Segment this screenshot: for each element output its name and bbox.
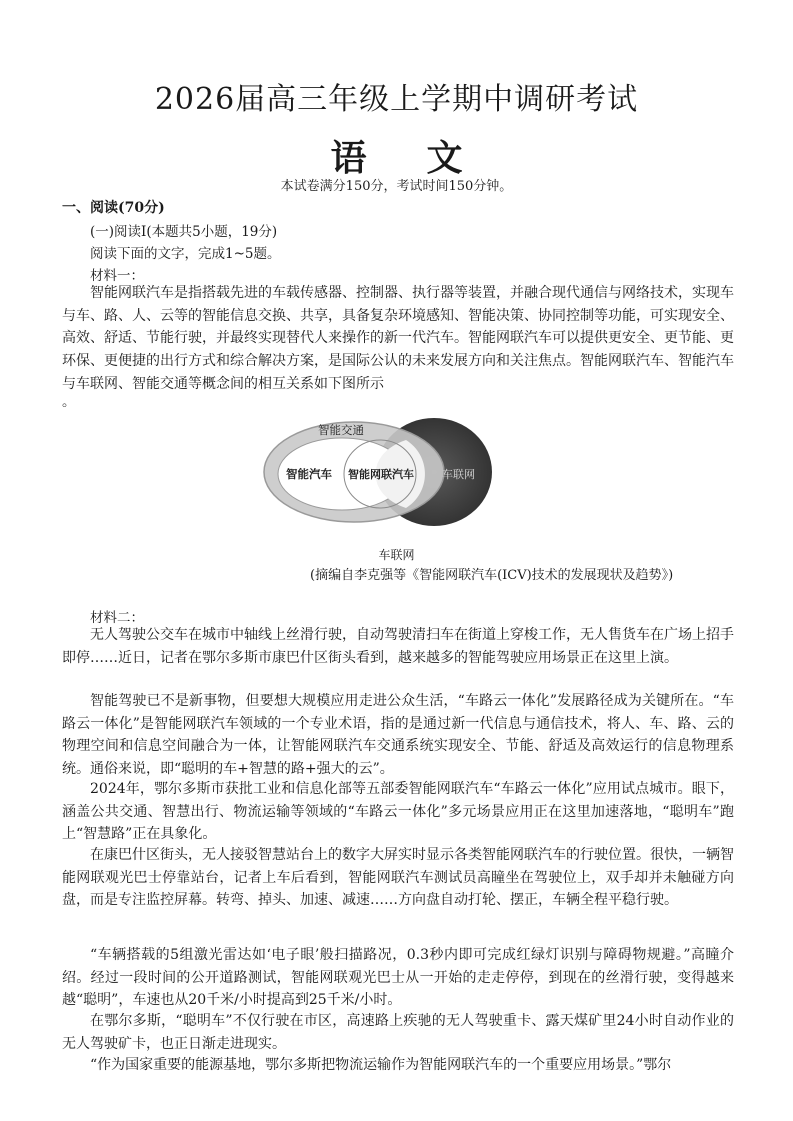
material-two-paragraph: 在鄂尔多斯，“聪明车”不仅行驶在市区，高速路上疾驰的无人驾驶重卡、露天煤矿里24小时自动作业的无人驾驶矿卡，也正日渐走进现实。 [62, 1013, 734, 1052]
smart-car-label: 智能汽车 [286, 469, 332, 481]
connected-vehicles-label: 车联网 [442, 469, 475, 481]
sub-section-heading: (一)阅读Ⅰ(本题共5小题，19分) [90, 224, 278, 240]
section-heading: 一、阅读(70分) [62, 200, 165, 216]
material-one-trailing-period: 。 [62, 394, 76, 410]
intelligent-transport-label: 智能交通 [318, 425, 364, 437]
material-one-label: 材料一： [90, 268, 144, 284]
material-two-paragraph: 无人驾驶公交车在城市中轴线上丝滑行驶，自动驾驶清扫车在街道上穿梭工作，无人售货车在广场上招手即停……近日，记者在鄂尔多斯市康巴什区街头看到，越来越多的智能驾驶应用场景正在这里上演。 [62, 627, 734, 666]
material-two-paragraph: “作为国家重要的能源基地，鄂尔多斯把物流运输作为智能网联汽车的一个重要应用场景。”鄂尔 [90, 1057, 672, 1073]
material-two-paragraph: “车辆搭载的5组激光雷达如‘电子眼’般扫描路况，0.3秒内即可完成红绿灯识别与障碍物规避。”高瞳介绍。经过一段时间的公开道路测试，智能网联观光巴士从一开始的走走停停，到现在的丝滑行驶，变得越来越“聪明”，车速也从20千米/小时提高到25千米/小时。 [62, 947, 734, 1009]
figure-caption: 车联网 [378, 548, 415, 562]
material-two-paragraph: 智能驾驶已不是新事物，但要想大规模应用走进公众生活，“车路云一体化”发展路径成为关键所在。“车路云一体化”是智能网联汽车领域的一个专业术语，指的是通过新一代信息与通信技术，将人、车、路、云的物理空间和信息空间融合为一体，让智能网联汽车交通系统实现安全、节能、舒适及高效运行的信息物理系统。通俗来说，即“聪明的车+智慧的路+强大的云”。 [62, 693, 734, 778]
icv-relationship-diagram [262, 416, 494, 528]
material-two-label: 材料二： [90, 610, 144, 626]
exam-info: 本试卷满分150分，考试时间150分钟。 [280, 179, 513, 194]
material-one-paragraph: 智能网联汽车是指搭载先进的车载传感器、控制器、执行器等装置，并融合现代通信与网络技术，实现车与车、路、人、云等的智能信息交换、共享，具备复杂环境感知、智能决策、协同控制等功能，可实现安全、高效、舒适、节能行驶，并最终实现替代人来操作的新一代汽车。智能网联汽车可以提供更安全、更节能、更环保、更便捷的出行方式和综合解决方案，是国际公认的未来发展方向和关注焦点。智能网联汽车、智能汽车与车联网、智能交通等概念间的相互关系如下图所示 [62, 285, 734, 392]
icv-label: 智能网联汽车 [348, 469, 414, 481]
material-two-paragraph: 2024年，鄂尔多斯市获批工业和信息化部等五部委智能网联汽车“车路云一体化”应用试点城市。眼下，涵盖公共交通、智慧出行、物流运输等领域的“车路云一体化”多元场景应用正在这里加速落地，“聪明车”跑上“智慧路”正在具象化。 [62, 781, 734, 843]
exam-title: 2026届高三年级上学期中调研考试 [154, 82, 639, 117]
source-note: (摘编自李克强等《智能网联汽车(ICV)技术的发展现状及趋势》) [310, 568, 674, 583]
material-two-paragraph: 在康巴什区街头，无人接驳智慧站台上的数字大屏实时显示各类智能网联汽车的行驶位置。很快，一辆智能网联观光巴士停靠站台，记者上车后看到，智能网联汽车测试员高瞳坐在驾驶位上，双手却并未触碰方向盘，而是专注监控屏幕。转弯、掉头、加速、减速……方向盘自动打轮、摆正，车辆全程平稳行驶。 [62, 847, 734, 909]
reading-instruction: 阅读下面的文字，完成1~5题。 [90, 246, 281, 262]
subject-title: 语文 [330, 137, 523, 179]
